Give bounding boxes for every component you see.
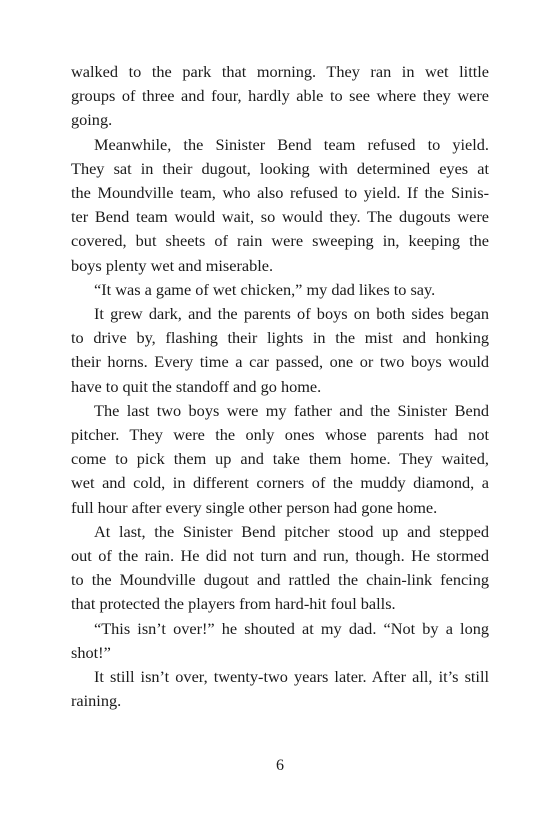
text-line: going. xyxy=(71,110,113,130)
text-line: out of the rain. He did not turn and run, though. He stormed xyxy=(71,546,489,566)
page-number: 6 xyxy=(276,757,284,774)
text-line: come to pick them up and take them home. They waited, xyxy=(71,449,489,469)
text-line: “It was a game of wet chicken,” my dad likes to say. xyxy=(94,279,436,299)
text-line: They sat in their dugout, looking with determined eyes at xyxy=(71,158,489,178)
text-line: It grew dark, and the parents of boys on both sides began xyxy=(94,304,489,324)
text-line: ter Bend team would wait, so would they. The dugouts were xyxy=(71,207,489,227)
text-line: shot!” xyxy=(71,642,111,662)
text-line: to the Moundville dugout and rattled the chain-link fencing xyxy=(71,570,489,590)
text-line: At last, the Sinister Bend pitcher stood up and stepped xyxy=(94,521,489,541)
text-line: groups of three and four, hardly able to see where they were xyxy=(71,86,489,106)
text-line: wet and cold, in different corners of the muddy diamond, a xyxy=(71,473,489,493)
text-line: boys plenty wet and miserable. xyxy=(71,255,274,275)
text-line: raining. xyxy=(71,691,122,711)
text-line: their horns. Every time a car passed, one or two boys would xyxy=(71,352,489,372)
text-line: have to quit the standoff and go home. xyxy=(71,376,322,396)
text-line: covered, but sheets of rain were sweeping in, keeping the xyxy=(71,231,489,251)
text-line: the Moundville team, who also refused to yield. If the Sinis- xyxy=(71,183,489,203)
body-text xyxy=(71,60,489,713)
text-line: The last two boys were my father and the Sinister Bend xyxy=(94,400,489,420)
text-line: full hour after every single other person had gone home. xyxy=(71,497,438,517)
text-line: It still isn’t over, twenty-two years later. After all, it’s still xyxy=(94,667,489,687)
text-line: walked to the park that morning. They ran in wet little xyxy=(71,62,489,81)
text-line: that protected the players from hard-hit foul balls. xyxy=(71,594,396,614)
text-line: pitcher. They were the only ones whose parents had not xyxy=(71,425,489,445)
text-line: “This isn’t over!” he shouted at my dad. “Not by a long xyxy=(94,618,489,638)
text-line: Meanwhile, the Sinister Bend team refused to yield. xyxy=(94,134,489,154)
text-line: to drive by, flashing their lights in the mist and honking xyxy=(71,328,489,348)
